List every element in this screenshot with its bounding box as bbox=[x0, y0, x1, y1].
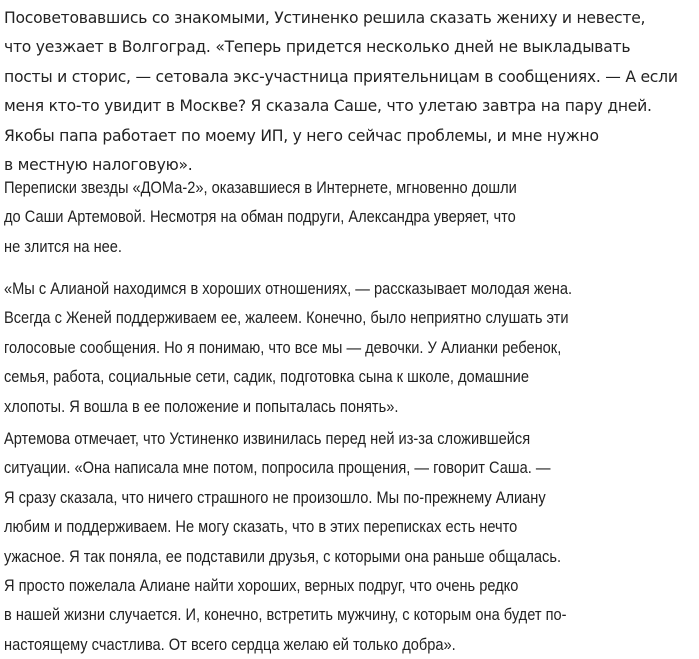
text-line: семья, работа, социальные сети, садик, подготовка сына к школе, домашние bbox=[4, 367, 529, 387]
paragraph-4 bbox=[4, 424, 658, 659]
text-line: посты и сторис, — сетовала экс-участница приятельницам в сообщениях. — А если bbox=[4, 67, 678, 86]
text-line: Якобы папа работает по моему ИП, у него сейчас проблемы, и мне нужно bbox=[4, 126, 599, 145]
text-line: Посоветовавшись со знакомыми, Устиненко решила сказать жениху и невесте, bbox=[4, 9, 646, 27]
text-line: меня кто-то увидит в Москве? Я сказала Саше, что улетаю завтра на пару дней. bbox=[4, 97, 652, 116]
text-line: Я просто пожелала Алиане найти хороших, верных подруг, что очень редко bbox=[4, 575, 519, 595]
text-line: голосовые сообщения. Но я понимаю, что все мы — девочки. У Алианки ребенок, bbox=[4, 337, 562, 357]
text-line: ужасное. Я так поняла, ее подставили друзья, с которыми она раньше общалась. bbox=[4, 546, 562, 566]
text-line: хлопоты. Я вошла в ее положение и попыталась понять». bbox=[4, 396, 399, 416]
text-line: что уезжает в Волгоград. «Теперь придется несколько дней не выкладывать bbox=[4, 38, 631, 57]
text-line: Артемова отмечает, что Устиненко извинилась перед ней из-за сложившейся bbox=[4, 429, 531, 448]
text-line: до Саши Артемовой. Несмотря на обман подруги, Александра уверяет, что bbox=[4, 207, 516, 227]
text-line: Всегда с Женей поддерживаем ее, жалеем. Конечно, было неприятно слушать эти bbox=[4, 308, 569, 328]
text-line: настоящему счастлива. От всего сердца желаю ей только добра». bbox=[4, 634, 456, 654]
paragraph-2 bbox=[4, 173, 600, 261]
text-line: в нашей жизни случается. И, конечно, встретить мужчину, с которым она будет по- bbox=[4, 605, 567, 625]
text-line: ситуации. «Она написала мне потом, попросила прощения, — говорит Саша. — bbox=[4, 458, 551, 478]
text-line: в местную налоговую». bbox=[4, 155, 193, 174]
paragraph-3 bbox=[4, 274, 665, 421]
paragraph-1 bbox=[4, 4, 678, 180]
text-line: Я сразу сказала, что ничего страшного не произошло. Мы по-прежнему Алиану bbox=[4, 487, 546, 507]
text-line: не злится на нее. bbox=[4, 236, 122, 256]
text-line: «Мы с Алианой находимся в хороших отношениях, — рассказывает молодая жена. bbox=[4, 279, 573, 298]
text-line: любим и поддерживаем. Не могу сказать, что в этих переписках есть нечто bbox=[4, 517, 518, 537]
text-line: Переписки звезды «ДОМа-2», оказавшиеся в Интернете, мгновенно дошли bbox=[4, 178, 517, 197]
